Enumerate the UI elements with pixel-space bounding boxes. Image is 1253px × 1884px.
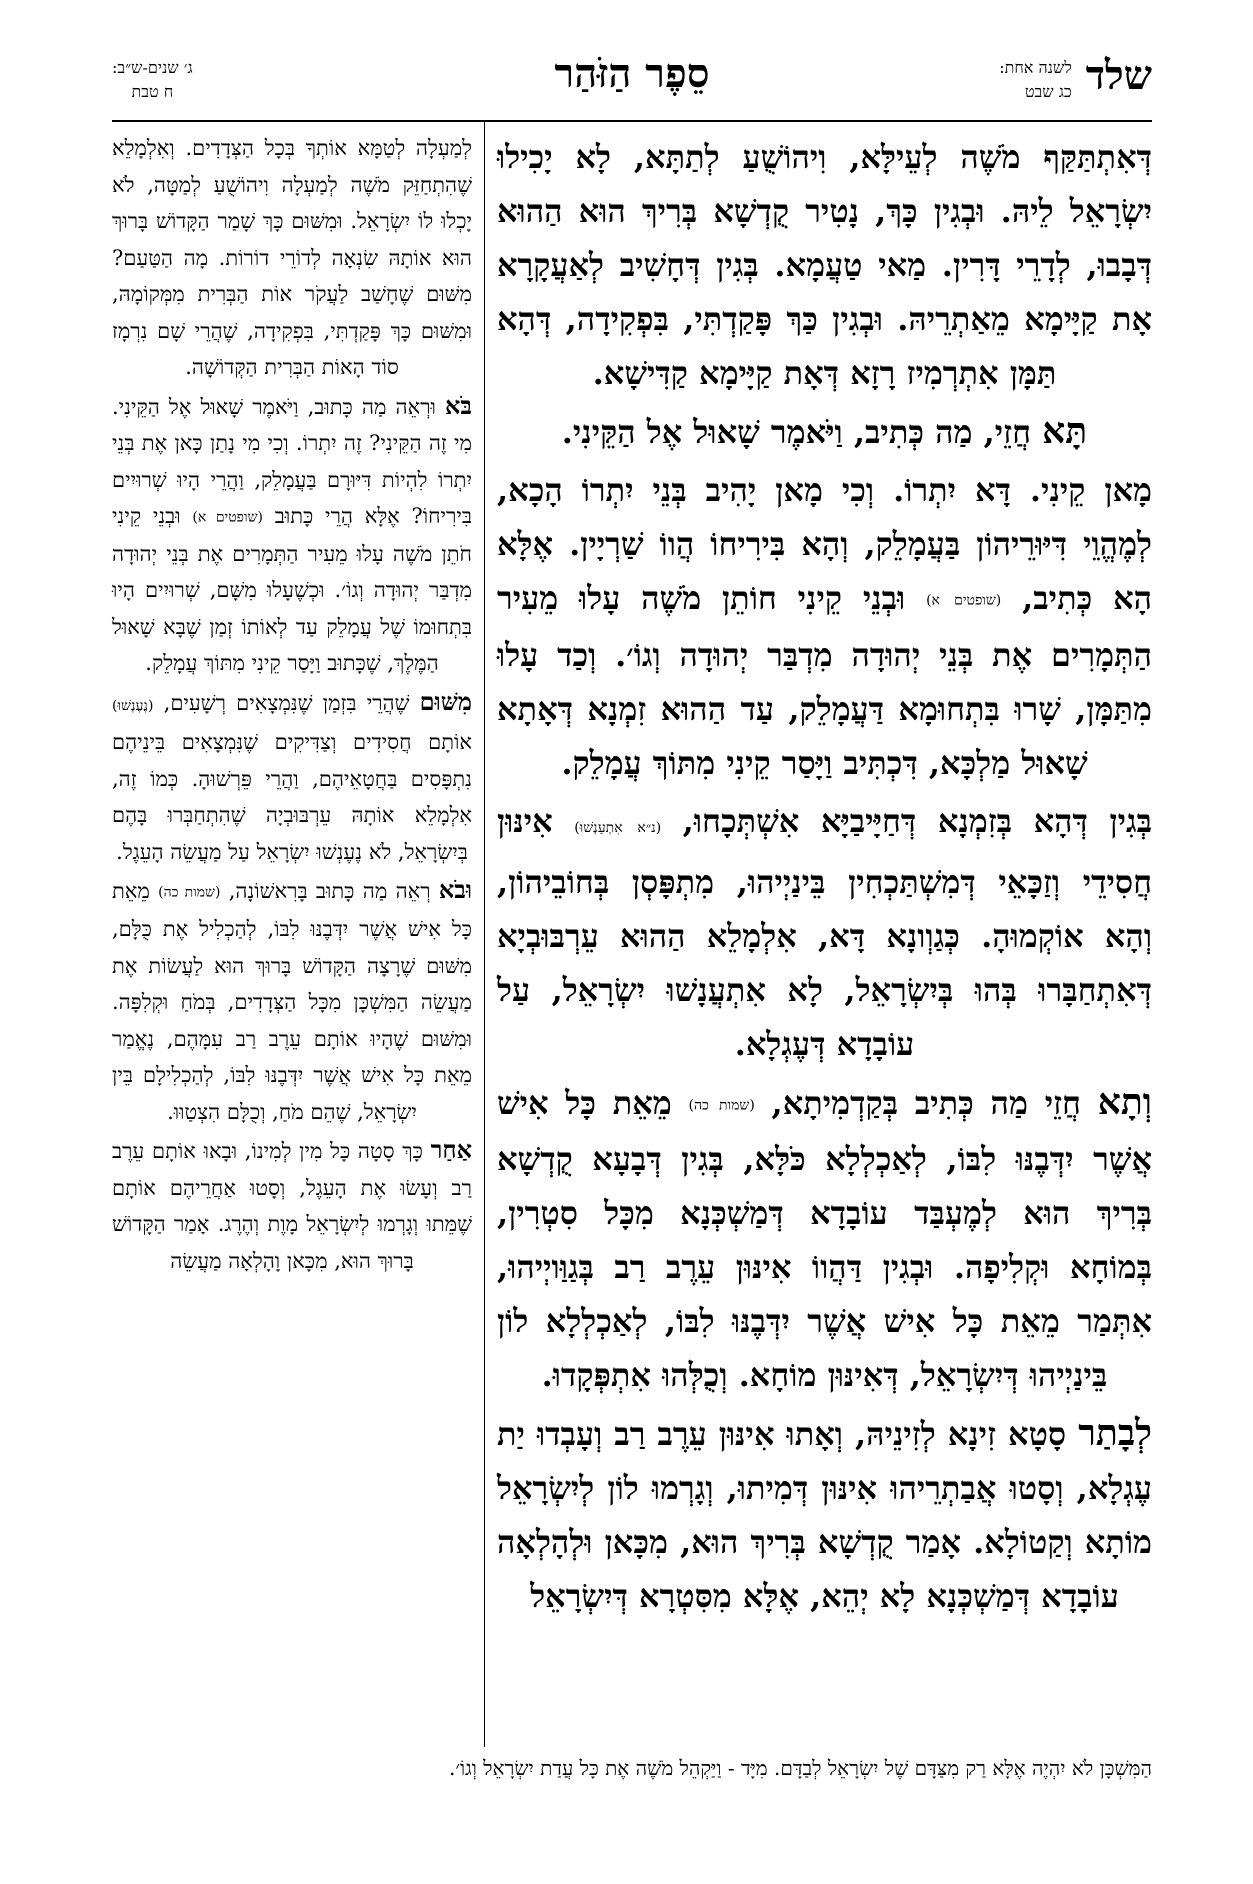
- cycle-line-1: ג׳ שנים-ש״ב:: [112, 58, 193, 77]
- study-line-2: כג שבט: [1024, 82, 1072, 101]
- study-line-1: לשנה אחת:: [999, 58, 1072, 77]
- cycle-line-2: ח טבת: [131, 82, 174, 101]
- main-paragraph: מָאן קֵינִי. דָּא יִתְרוֹ. וְכִי מָאן יָהִיב בְּנֵי יִתְרוֹ הָכָא, לְמֶהֱוֵי דִּיּוּרֵיהוֹן בַּעֲמָלֵק, וְהָא בִּירִיחוֹ הֲווֹ שַׁרְיָין. אֶלָּא הָא כְּתִיב, (שופטים א) וּבְנֵי קֵינִי חוֹתֵן מֹשֶׁה עָלוּ מֵעִיר הַתְּמָרִים אֶת בְּנֵי יְהוּדָה מִדְבַּר יְהוּדָה וְגוֹ׳. וְכַד עָלוּ מִתַּמָּן, שָׁרוּ בִּתְחוּמָא דַּעֲמָלֵק, עַד הַהוּא זִמְנָא דְּאָתָא שָׁאוּל מַלְכָּא, דִּכְתִּיב וַיָּסַר קֵינִי מִתּוֹךְ עֲמָלֵק.: [497, 471, 1153, 782]
- side-paragraph: בֹּא וּרְאֵה מַה כָּתוּב, וַיֹּאמֶר שָׁאוּל אֶל הַקֵּינִי. מִי זֶה הַקֵּינִי? זֶה יִתְרוֹ. וְכִי מִי נָתַן כָּאן אֶת בְּנֵי יִתְרוֹ לִהְיוֹת דִּיּוּרָם בַּעֲמָלֵק, וַהֲרֵי הָיוּ שְׁרוּיִים בִּירִיחוֹ? אֶלָּא הֲרֵי כָּתוּב (שופטים א) וּבְנֵי קֵינִי חֹתֵן מֹשֶׁה עָלוּ מֵעִיר הַתְּמָרִים אֶת בְּנֵי יְהוּדָה מִדְבַּר יְהוּדָה וְגוֹ׳. וּכְשֶׁעָלוּ מִשָּׁם, שְׁרוּיִים הָיוּ בִּתְחוּמוֹ שֶׁל עֲמָלֵק עַד לְאוֹתוֹ זְמַן שֶׁבָּא שָׁאוּל הַמֶּלֶךְ, שֶׁכָּתוּב וַיָּסַר קֵינִי מִתּוֹךְ עֲמָלֵק.: [112, 390, 473, 676]
- page-header: [112, 48, 1152, 116]
- column-divider: [484, 122, 485, 1747]
- source-citation: (שופטים א): [926, 592, 1002, 609]
- source-citation: (שופטים א): [192, 509, 263, 526]
- side-paragraph: לְמַעְלָה לְטַמָּא אוֹתְךָ בְּכָל הַצְּדָדִים. וְאִלְמָלֵא שֶׁהִתְחַזֵּק מֹשֶׁה לְמַעְלָה וִיהוֹשֻׁעַ לְמַטָּה, לֹא יָכְלוּ לוֹ יִשְׂרָאֵל. וּמִשּׁוּם כָּךְ שָׁמַר הַקָּדוֹשׁ בָּרוּךְ הוּא אוֹתָהּ שִׂנְאָה לְדוֹרֵי דוֹרוֹת. מָה הַטַּעַם? מִשּׁוּם שֶׁחָשַׁב לַעֲקֹר אוֹת הַבְּרִית מִמְּקוֹמָהּ, וּמִשּׁוּם כָּךְ פָּקַדְתִּי, בִּפְקִידָה, שֶׁהֲרֵי שָׁם נִרְמָז סוֹד הָאוֹת הַבְּרִית הַקְּדוֹשָׁה.: [112, 136, 472, 379]
- header-divider: [112, 120, 1152, 122]
- hebrew-translation-column: [112, 130, 472, 1281]
- book-title: סֵפֶר הַזֹּהַר: [554, 50, 710, 97]
- main-paragraph: וְתָא חֲזֵי מַה כְּתִיב בְּקַדְמִיתָא, (שמות כה) מֵאֵת כָּל אִישׁ אֲשֶׁר יִדְּבֶנּוּ לִבּוֹ, לְאַכְלְלָא כֹּלָּא, בְּגִין דְּבָעָא קֻדְשָׁא בְּרִיךְ הוּא לְמֶעְבַּד עוֹבָדָא דְּמַשְׁכְּנָא מִכָּל סִטְרִין, בְּמוֹחָא וּקְלִיפָה. וּבְגִין דַּהֲווֹ אִינּוּן עֵרֶב רַב בְּגַוַּויְיהוּ, אִתְּמַר מֵאֵת כָּל אִישׁ אֲשֶׁר יִדְּבֶנּוּ לִבּוֹ, לְאַכְלְלָא לוֹן בֵּינַיְיהוּ דְּיִשְׂרָאֵל, דְּאִינּוּן מוֹחָא. וְכֻלְּהוּ אִתְפְּקָדוּ.: [497, 1080, 1153, 1394]
- main-paragraph: לְבָתַר סָטָא זִינָא לְזִינֵיהּ, וְאָתוּ אִינּוּן עֵרֶב רַב וְעָבְדוּ יַת עֶגְלָא, וְסָטוּ אֲבַתְרֵיהוּ אִינּוּן דְּמִיתוּ, וְגָרְמוּ לוֹן לְיִשְׂרָאֵל מוֹתָא וְקַטוֹלָא. אָמַר קֻדְשָׁא בְּרִיךְ הוּא, מִכָּאן וּלְהָלְאָה עוֹבָדָא דְּמַשְׁכְּנָא לָא יְהֵא, אֶלָּא מִסִּטְרָא דְּיִשְׂרָאֵל: [497, 1412, 1153, 1615]
- side-paragraph: מִשּׁוּם שֶׁהֲרֵי בִּזְמַן שֶׁנִּמְצָאִים רְשָׁעִים, (נֶעֶנְשׁוּ) אוֹתָם חֲסִידִים וְצַדִּיקִים שֶׁנִּמְצָאִים בֵּינֵיהֶם נִתְפָּסִים בַּחֲטָאֵיהֶם, וַהֲרֵי פֵּרְשׁוּהָ. כְּמוֹ זֶה, אִלְמָלֵא אוֹתָהּ עֵרְבּוּבְיָה שֶׁהִתְחַבְּרוּ בָּהֶם בְּיִשְׂרָאֵל, לֹא נֶעֶנְשׁוּ יִשְׂרָאֵל עַל מַעֲשֵׂה הָעֵגֶל.: [112, 686, 472, 864]
- variant-note: (נ״א אִתְעַנְשׁוּ): [574, 819, 662, 836]
- aramaic-text-column: [497, 130, 1152, 1627]
- main-paragraph: תָּא חֲזֵי, מַה כְּתִיב, וַיֹּאמֶר שָׁאוּל אֶל הַקֵּינִי.: [561, 410, 1088, 452]
- variant-note: (נֶעֶנְשׁוּ): [112, 697, 154, 714]
- footer-continuation: הַמִּשְׁכָּן לֹא יִהְיֶה אֶלָּא רַק מִצַּדָּם שֶׁל יִשְׂרָאֵל לְבַדָּם. מִיָּד - וַיַּקְהֵל מֹשֶׁה אֶת כָּל עֲדַת יִשְׂרָאֵל וְגוֹ׳.: [449, 1756, 1152, 1780]
- main-paragraph: בְּגִין דְּהָא בְּזִמְנָא דְּחַיָּיבַיָּא אִשְׁתְּכָחוּ, (נ״א אִתְעַנְשׁוּ) אִינּוּן חֲסִידֵי וְזַכָּאֵי דְּמִשְׁתַּכְחִין בֵּינַיְיהוּ, מִתְפָּסְן בְּחוֹבֵיהוֹן, וְהָא אוֹקְמוּהָ. כְּגַוְונָא דָּא, אִלְמָלֵא הַהוּא עֵרְבּוּבְיָא דְּאִתְחַבָּרוּ בְּהוּ בְּיִשְׂרָאֵל, לָא אִתְעֲנָשׁוּ יִשְׂרָאֵל, עַל עוֹבָדָא דְּעֶגְלָא.: [497, 801, 1153, 1063]
- cycle-schedule: [112, 56, 193, 104]
- page-number: שלד: [1085, 52, 1152, 99]
- source-citation: (שמות כה): [158, 884, 221, 901]
- main-paragraph: דְּאִתְתַּקַּף מֹשֶׁה לְעֵילָּא, וִיהוֹשֻׁעַ לְתַתָּא, לָא יָכִילוּ יִשְׂרָאֵל לֵיהּ. וּבְגִין כָּךְ, נָטִיר קֻדְשָׁא בְּרִיךְ הוּא הַהוּא דְּבָבוּ, לְדָרֵי דָּרִין. מַאי טַעֲמָא. בְּגִין דְּחָשִׁיב לְאַעֲקָרָא אָת קַיָּימָא מֵאַתְרֵיהּ. וּבְגִין כַּךְ פָּקַדְתִּי, בִּפְקִידָה, דְּהָא תַּמָּן אִתְרְמִיז רָזָא דְּאָת קַיָּימָא קַדִּישָׁא.: [497, 138, 1152, 392]
- source-citation: (שמות כה): [688, 1097, 755, 1113]
- side-paragraph: וּבֹא רְאֵה מַה כָּתוּב בָּרִאשׁוֹנָה, (שמות כה) מֵאֵת כָּל אִישׁ אֲשֶׁר יִדְּבֶנּוּ לִבּוֹ, לְהַכְלִיל אֶת כֻּלָּם, מִשּׁוּם שֶׁרָצָה הַקָּדוֹשׁ בָּרוּךְ הוּא לַעֲשׂוֹת אֶת מַעֲשֵׂה הַמִּשְׁכָּן מִכָּל הַצְּדָדִים, בְּמֹחַ וּקְלִפָּה. וּמִשּׁוּם שֶׁהָיוּ אוֹתָם עֵרֶב רַב עִמָּהֶם, נֶאֱמַר מֵאֵת כָּל אִישׁ אֲשֶׁר יִדְּבֶנּוּ לִבּוֹ, לְהַכְלִילָם בֵּין יִשְׂרָאֵל, שֶׁהֵם מֹחַ, וְכֻלָּם הִצְטַוּוּ.: [112, 875, 472, 1124]
- side-paragraph: אַחַר כָּךְ סָטָה כָּל מִין לְמִינוֹ, וּבָאוּ אוֹתָם עֵרֶב רַב וְעָשׂוּ אֶת הָעֵגֶל, וְסָטוּ אַחֲרֵיהֶם אוֹתָם שֶׁמֵּתוּ וְגָרְמוּ לְיִשְׂרָאֵל מָוֶת וְהֶרֶג. אָמַר הַקָּדוֹשׁ בָּרוּךְ הוּא, מִכָּאן וָהָלְאָה מַעֲשֵׂה: [112, 1135, 472, 1273]
